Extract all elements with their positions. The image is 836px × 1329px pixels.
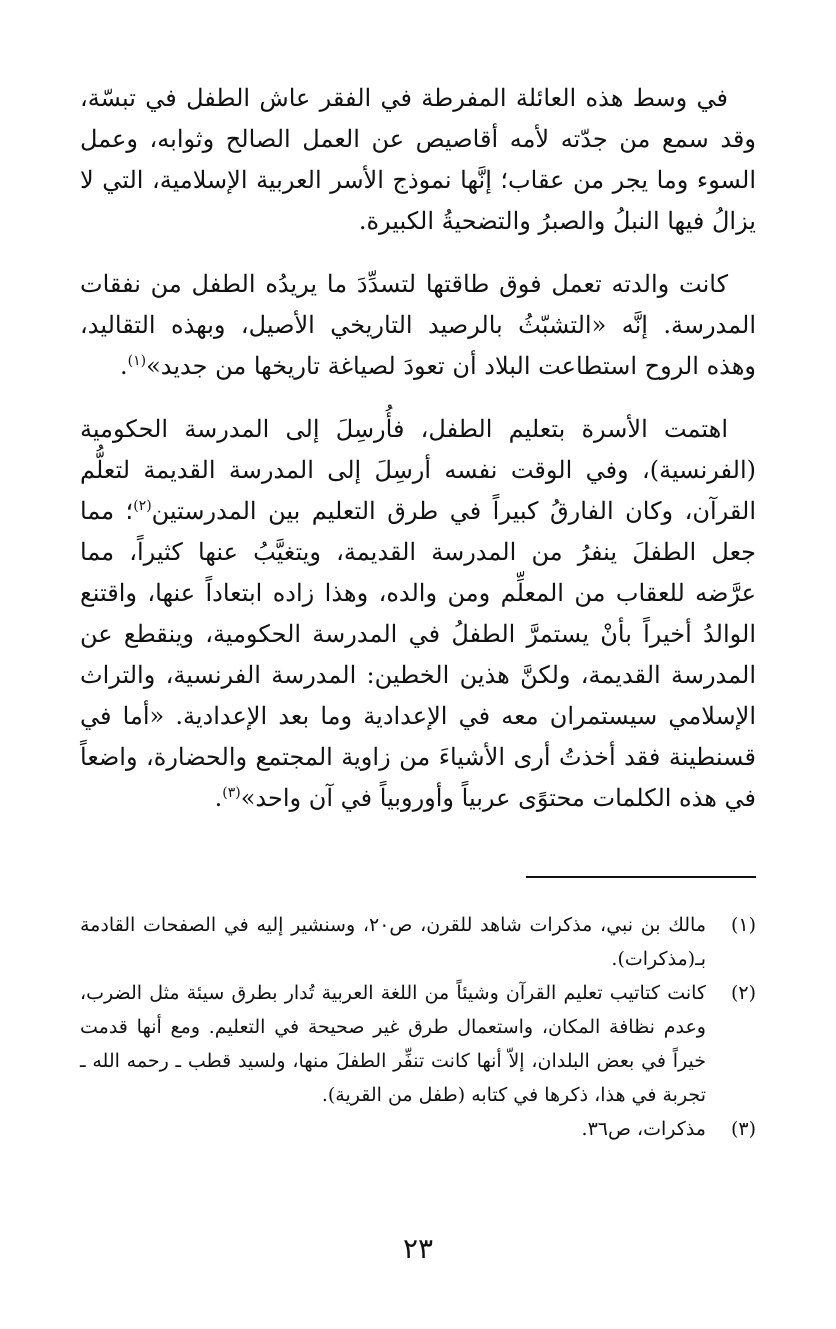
footnote-number: (٣) (730, 1118, 756, 1140)
paragraph-2: كانت والدته تعمل فوق طاقتها لتسدِّدَ ما يريدُه الطفل من نفقات المدرسة. إنَّه «التشبّثُ بالرصيد التاريخي الأصيل، وبهذه التقاليد، وهذه الروح استطاعت البلاد أن تعودَ لصياغة تاريخها من جديد»$^{(١)}$. (80, 270, 756, 380)
footnote-ref-1[interactable]: (١) (127, 353, 147, 369)
paragraph-1: في وسط هذه العائلة المفرطة في الفقر عاش الطفل في تبسّة، وقد سمع من جدّته لأمه أقاصيص عن العمل الصالح وثوابه، وعمل السوء وما يجر من عقاب؛ إنَّها نموذج الأسر العربية الإسلامية، التي لا يزالُ فيها النبلُ والصبرُ والتضحيةُ الكبيرة. (80, 84, 756, 235)
footnote-number: (٢) (730, 982, 756, 1004)
footnote-ref-3[interactable]: (٣) (222, 785, 241, 801)
footnote-text: مالك بن نبي، مذكرات شاهد للقرن، ص٢٠، وسنشير إليه في الصفحات القادمة بـ(مذكرات). (80, 914, 706, 970)
page-number: ٢٣ (402, 1232, 434, 1265)
footnote-ref-2[interactable]: (٢) (133, 498, 152, 514)
footnote-divider (526, 876, 756, 878)
footnotes-list (80, 908, 756, 1146)
footnote-text: مذكرات، ص٣٦. (581, 1118, 706, 1140)
footnote-2 (80, 976, 756, 1112)
footnote-1 (80, 908, 756, 976)
footnote-text: كانت كتاتيب تعليم القرآن وشيئاً من اللغة العربية تُدار بطرق سيئة مثل الضرب، وعدم نظافة المكان، واستعمال طرق غير صحيحة في التعليم. ومع أنها قدمت خيراً في بعض البلدان، إلاّ أنها كانت تنفِّر الطفلَ منها، ولسيد قطب ـ رحمه الله ـ تجربة في هذا، ذكرها في كتابه (طفل من القرية). (80, 982, 706, 1106)
footnote-number: (١) (730, 914, 756, 936)
main-text (80, 78, 756, 841)
footnote-3 (80, 1112, 756, 1146)
paragraph-3: اهتمت الأسرة بتعليم الطفل، فأُرسِلَ إلى المدرسة الحكومية (الفرنسية)، وفي الوقت نفسه أرسِلَ إلى المدرسة القديمة لتعلُّم القرآن، وكان الفارقُ كبيراً في طرق التعليم بين المدرستين$^{(٢)}$؛ مما جعل الطفلَ ينفرُ من المدرسة القديمة، ويتغيَّبُ عنها كثيراً، مما عرَّضه للعقاب من المعلِّم ومن والده، وهذا زاده ابتعاداً عنها، واقتنع الوالدُ أخيراً بأنْ يستمرَّ الطفلُ في المدرسة الحكومية، وينقطع عن المدرسة القديمة، ولكنَّ هذين الخطين: المدرسة الفرنسية، والتراث الإسلامي سيستمران معه في الإعدادية وما بعد الإعدادية. «أما في قسنطينة فقد أخذتُ أرى الأشياءَ من زاوية المجتمع والحضارة، واضعاً في هذه الكلمات محتوًى عربياً وأوروبياً في آن واحد»$^{(٣)}$. (80, 415, 757, 812)
